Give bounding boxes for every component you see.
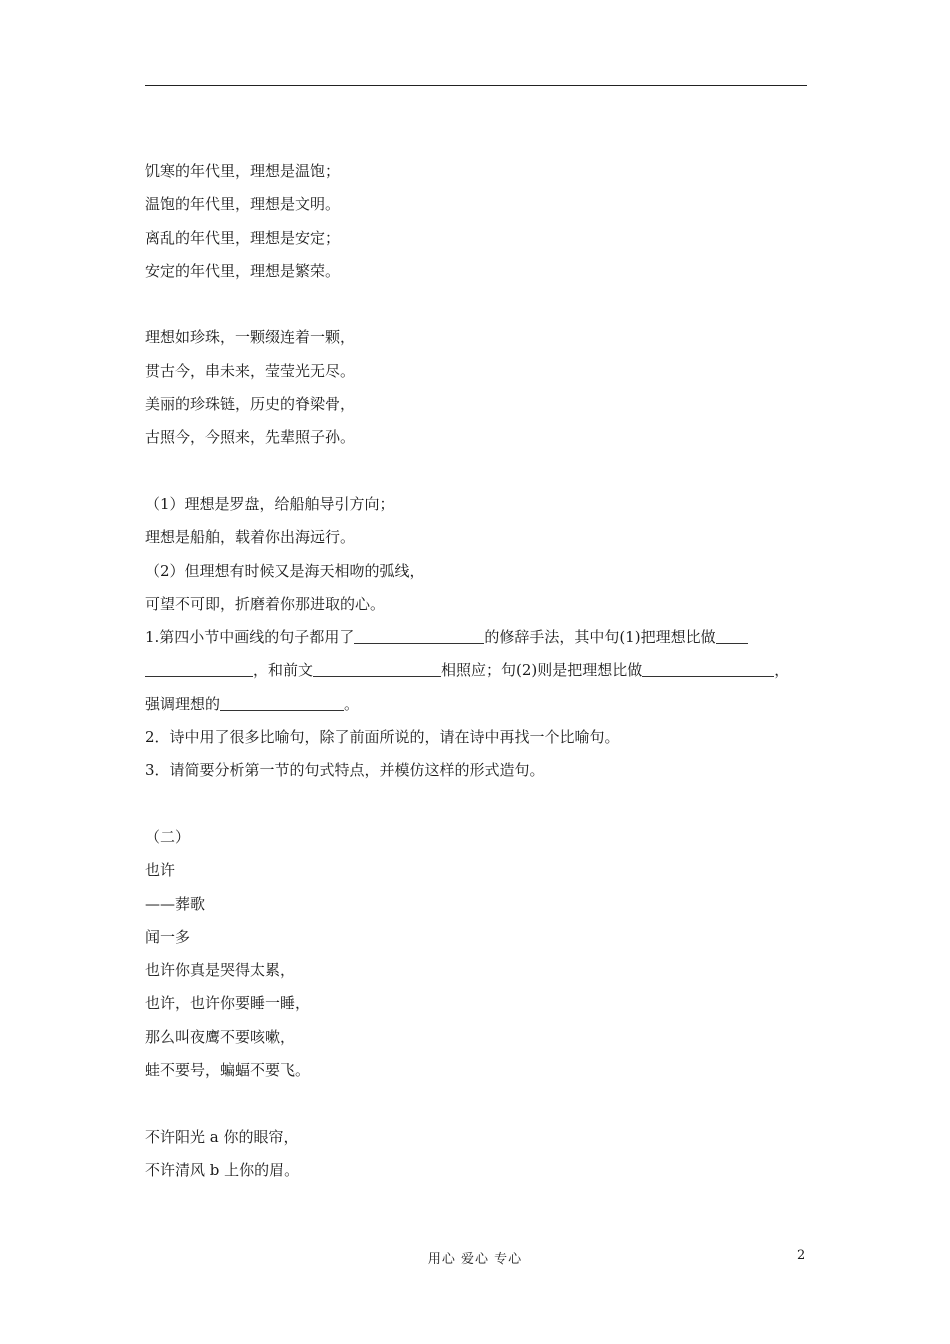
poem-line: 不许清风 b 上你的眉。 — [145, 1160, 300, 1179]
answer-blank[interactable] — [145, 658, 253, 677]
poem-line: 理想是船舶，载着你出海远行。 — [145, 528, 356, 547]
poem-line: 理想如珍珠，一颗缀连着一颗， — [145, 328, 356, 347]
question-1-cont: ，和前文 相照应；句(2)则是把理想比做 ， — [145, 654, 815, 687]
poem-line: 贯古今，串未来，莹莹光无尽。 — [145, 361, 356, 380]
poem-line: 蛙不要号，蝙蝠不要飞。 — [145, 1061, 311, 1080]
poem-line: 那么叫夜鹰不要咳嗽， — [145, 1027, 296, 1046]
section-marker: （二） — [145, 827, 191, 846]
poem-subtitle: ——葬歌 — [145, 894, 206, 913]
answer-blank[interactable] — [354, 625, 484, 644]
poem-line: 也许，也许你要睡一睡， — [145, 994, 311, 1013]
poem-author: 闻一多 — [145, 927, 191, 946]
poem-line: 不许阳光 a 你的眼帘， — [145, 1127, 299, 1146]
document-body — [145, 155, 815, 1187]
poem-line: 温饱的年代里，理想是文明。 — [145, 195, 341, 214]
poem-title: 也许 — [145, 861, 176, 880]
poem-line: 饥寒的年代里，理想是温饱； — [145, 162, 341, 180]
poem-line: 离乱的年代里，理想是安定； — [145, 228, 341, 247]
poem-line: 安定的年代里，理想是繁荣。 — [145, 261, 341, 280]
answer-blank[interactable] — [716, 625, 748, 644]
question-1-end: 强调理想的 。 — [145, 688, 815, 721]
answer-blank[interactable] — [642, 658, 774, 677]
question-1: 1.第四小节中画线的句子都用了 的修辞手法，其中句(1)把理想比做 — [145, 621, 815, 654]
poem-line: 也许你真是哭得太累， — [145, 961, 296, 980]
page-number: 2 — [797, 1248, 806, 1263]
poem-line: （2）但理想有时候又是海天相吻的弧线， — [145, 561, 425, 580]
poem-line: （1）理想是罗盘，给船舶导引方向； — [145, 494, 395, 513]
answer-blank[interactable] — [313, 658, 441, 677]
poem-line: 可望不可即，折磨着你那进取的心。 — [145, 594, 386, 613]
header-rule — [145, 85, 807, 86]
question-2: 2．诗中用了很多比喻句，除了前面所说的，请在诗中再找一个比喻句。 — [145, 728, 620, 747]
answer-blank[interactable] — [220, 692, 344, 711]
poem-line: 古照今，今照来，先辈照子孙。 — [145, 428, 356, 447]
poem-line: 美丽的珍珠链，历史的脊梁骨， — [145, 395, 356, 414]
question-3: 3．请简要分析第一节的句式特点，并模仿这样的形式造句。 — [145, 761, 545, 780]
footer-motto: 用心 爱心 专心 — [427, 1252, 523, 1267]
